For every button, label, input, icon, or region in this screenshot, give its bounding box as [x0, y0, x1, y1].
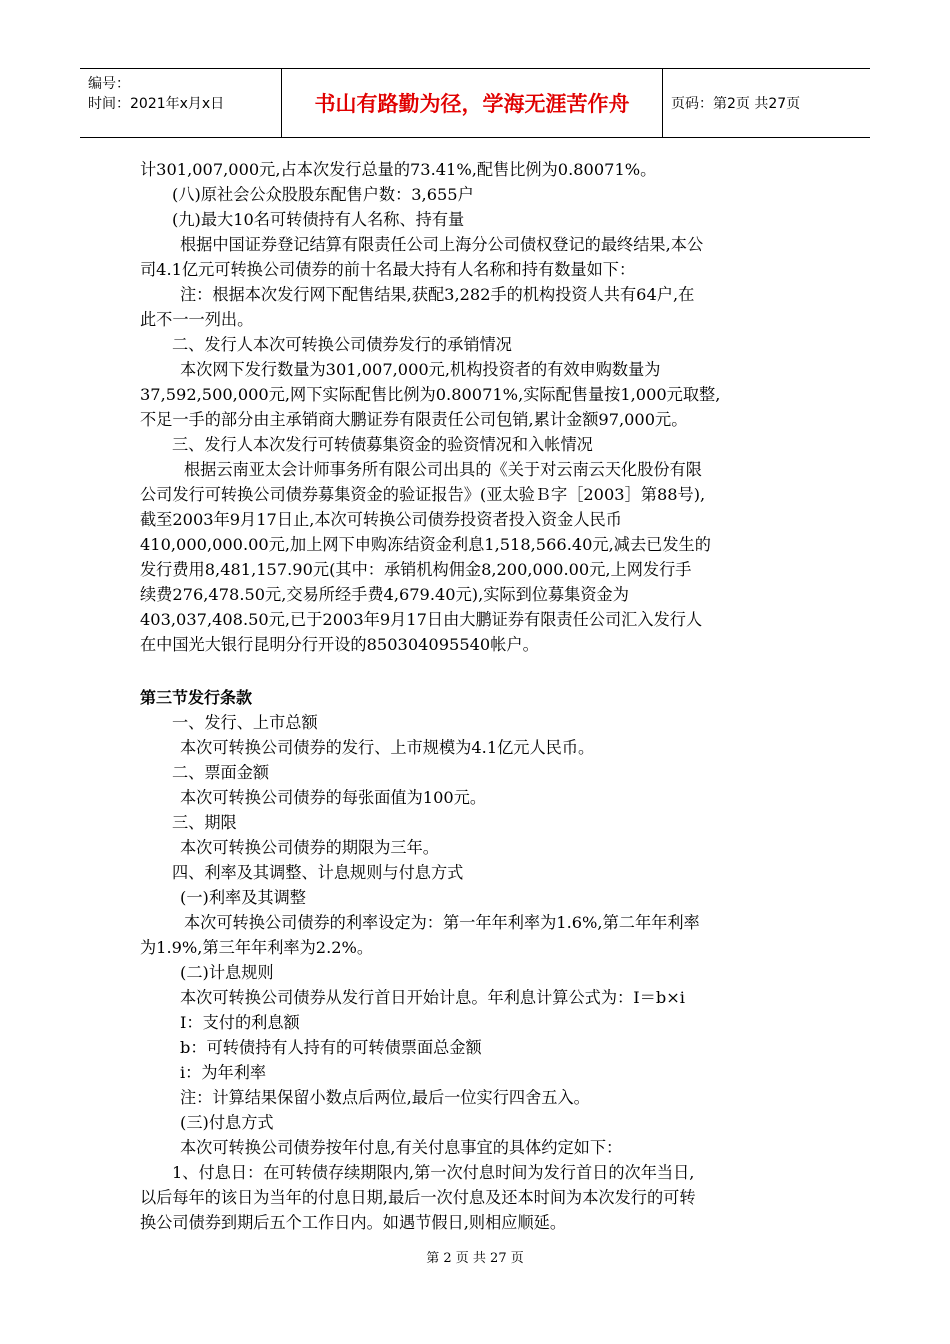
body-line: 37,592,500,000元,网下实际配售比例为0.80071%,实际配售量按1,000元取整, — [140, 385, 721, 404]
section-line: I：支付的利息额 — [180, 1013, 300, 1032]
body-heading: 二、发行人本次可转换公司债券发行的承销情况 — [172, 335, 512, 354]
header-meta — [80, 69, 282, 137]
section-line: b：可转债持有人持有的可转债票面总金额 — [180, 1038, 482, 1057]
section-line: 注：计算结果保留小数点后两位,最后一位实行四舍五入。 — [180, 1088, 590, 1107]
body-heading: 三、发行人本次发行可转债募集资金的验资情况和入帐情况 — [172, 435, 593, 454]
body-line: 截至2003年9月17日止,本次可转换公司债券投资者投入资金人民币 — [140, 510, 622, 529]
body-line: 司4.1亿元可转换公司债券的前十名最大持有人名称和持有数量如下： — [140, 260, 636, 279]
body-line: 计301,007,000元,占本次发行总量的73.41%,配售比例为0.80071%。 — [140, 160, 657, 179]
section-line: 本次可转换公司债券的利率设定为：第一年年利率为1.6%,第二年年利率 — [184, 913, 700, 932]
section-line: 1、付息日：在可转债存续期限内,第一次付息时间为发行首日的次年当日, — [172, 1163, 695, 1182]
header-motto: 书山有路勤为径，学海无涯苦作舟 — [282, 69, 663, 137]
section-line: 本次可转换公司债券按年付息,有关付息事宜的具体约定如下： — [180, 1138, 623, 1157]
section-line: 为1.9%,第三年年利率为2.2%。 — [140, 938, 374, 957]
body-line: 在中国光大银行昆明分行开设的850304095540帐户。 — [140, 635, 539, 654]
section-title: 第三节发行条款 — [140, 688, 253, 707]
document-number: 编号： — [88, 76, 130, 92]
body-line: 403,037,408.50元,已于2003年9月17日由大鹏证券有限责任公司汇入发行人 — [140, 610, 703, 629]
page-footer: 第 2 页 共 27 页 — [426, 1251, 524, 1266]
document-body — [140, 157, 812, 1235]
body-line: 410,000,000.00元,加上网下申购冻结资金利息1,518,566.40元,减去已发生的 — [140, 535, 711, 554]
section-line: 本次可转换公司债券的发行、上市规模为4.1亿元人民币。 — [180, 738, 595, 757]
section-line: 本次可转换公司债券从发行首日开始计息。年利息计算公式为：I＝b×i — [180, 988, 685, 1007]
section-line: 本次可转换公司债券的期限为三年。 — [180, 838, 439, 857]
page-header — [80, 68, 870, 138]
body-line: 续费276,478.50元,交易所经手费4,679.40元),实际到位募集资金为 — [140, 585, 629, 604]
body-line: 本次网下发行数量为301,007,000元,机构投资者的有效申购数量为 — [180, 360, 661, 379]
section-line: 本次可转换公司债券的每张面值为100元。 — [180, 788, 487, 807]
body-line: 此不一一列出。 — [140, 310, 254, 329]
body-line: 发行费用8,481,157.90元(其中：承销机构佣金8,200,000.00元,上网发行手 — [140, 560, 692, 579]
section-line: 以后每年的该日为当年的付息日期,最后一次付息及还本时间为本次发行的可转 — [140, 1188, 696, 1207]
section-line: i：为年利率 — [180, 1063, 267, 1082]
section-line: 换公司债券到期后五个工作日内。如遇节假日,则相应顺延。 — [140, 1213, 567, 1232]
section-subheading: (二)计息规则 — [180, 963, 274, 982]
document-time: 时间：2021年x月x日 — [88, 96, 225, 112]
section-heading: 一、发行、上市总额 — [172, 713, 318, 732]
section-heading: 二、票面金额 — [172, 763, 270, 782]
section-subheading: (三)付息方式 — [180, 1113, 274, 1132]
body-line: (八)原社会公众股股东配售户数：3,655户 — [172, 185, 474, 204]
body-line: (九)最大10名可转债持有人名称、持有量 — [172, 210, 465, 229]
body-line: 公司发行可转换公司债券募集资金的验证报告》(亚太验Ｂ字［2003］第88号), — [140, 485, 706, 504]
section-subheading: (一)利率及其调整 — [180, 888, 306, 907]
body-line: 根据中国证券登记结算有限责任公司上海分公司债权登记的最终结果,本公 — [180, 235, 704, 254]
body-line: 不足一手的部分由主承销商大鹏证券有限责任公司包销,累计金额97,000元。 — [140, 410, 688, 429]
body-line: 注：根据本次发行网下配售结果,获配3,282手的机构投资人共有64户,在 — [180, 285, 695, 304]
body-line: 根据云南亚太会计师事务所有限公司出具的《关于对云南云天化股份有限 — [184, 460, 702, 479]
header-page-number: 页码：第2页 共27页 — [671, 96, 801, 112]
section-heading: 四、利率及其调整、计息规则与付息方式 — [172, 863, 464, 882]
section-heading: 三、期限 — [172, 813, 237, 832]
